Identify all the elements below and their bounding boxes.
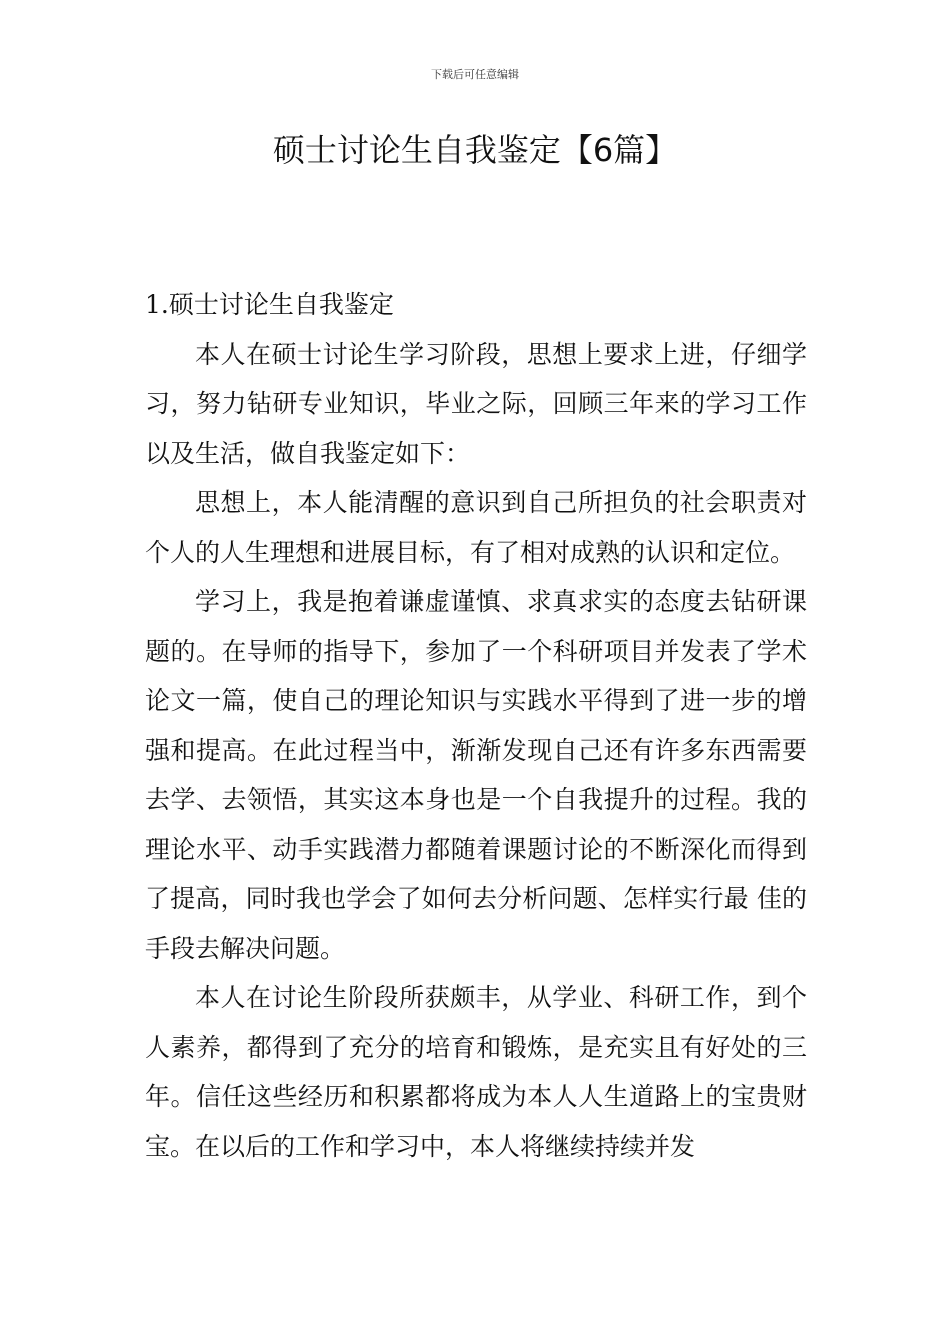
paragraph-thought: 思想上，本人能清醒的意识到自己所担负的社会职责对个人的人生理想和进展目标，有了相对成熟的认识和定位。 (145, 488, 807, 567)
paragraph-summary: 本人在讨论生阶段所获颇丰，从学业、科研工作，到个人素养，都得到了充分的培育和锻炼，是充实且有好处的三年。信任这些经历和积累都将成为本人人生道路上的宝贵财宝。在以后的工作和学习中，本人将继续持续并发 (145, 983, 807, 1161)
section-heading: 1.硕士讨论生自我鉴定 (145, 290, 394, 319)
document-title: 硕士讨论生自我鉴定【6篇】 (272, 131, 678, 169)
header-note: 下载后可任意编辑 (431, 68, 519, 81)
paragraph-study: 学习上，我是抱着谦虚谨慎、求真求实的态度去钻研课题的。在导师的指导下，参加了一个科研项目并发表了学术论文一篇，使自己的理论知识与实践水平得到了进一步的增强和提高。在此过程当中，渐渐发现自己还有许多东西需要去学、去领悟，其实这本身也是一个自我提升的过程。我的理论水平、动手实践潜力都随着课题讨论的不断深化而得到了提高，同时我也学会了如何去分析问题、怎样实行最 佳的手段去解决问题。 (145, 587, 807, 963)
document-body (145, 280, 807, 1171)
paragraph-intro: 本人在硕士讨论生学习阶段，思想上要求上进，仔细学习，努力钻研专业知识，毕业之际，回顾三年来的学习工作以及生活，做自我鉴定如下： (145, 339, 807, 468)
